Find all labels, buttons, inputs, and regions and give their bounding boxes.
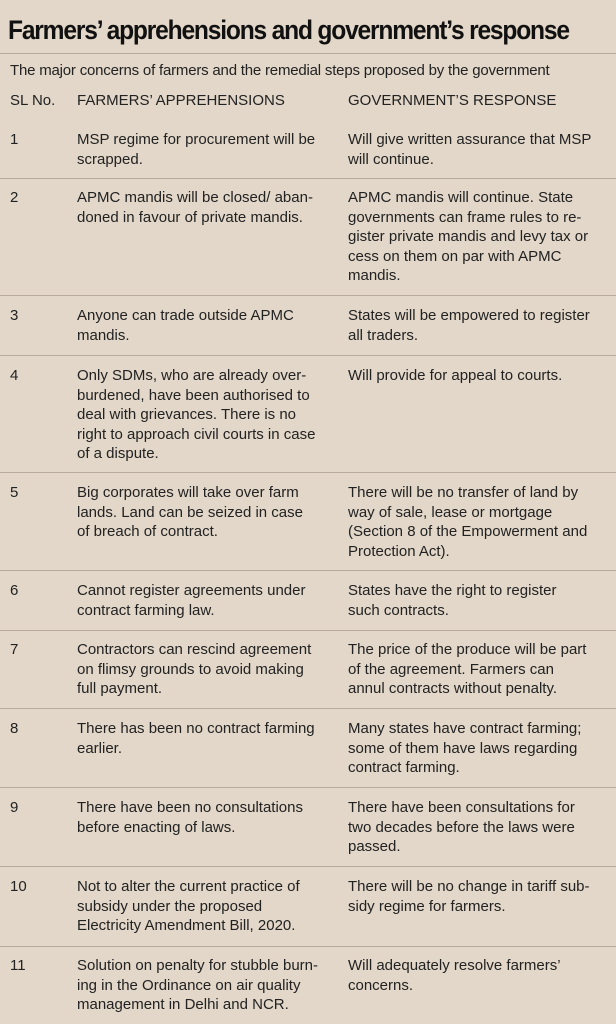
government-response-text: The price of the produce will be part of the agreement. Farmers can annul contracts without penalty. [348, 641, 587, 697]
government-response-text: Will adequately resolve farmers’ concerns. [348, 957, 561, 994]
farmers-apprehension-text: Big corporates will take over farm lands. Land can be seized in case of breach of contract. [77, 484, 303, 540]
farmers-apprehension-text: There has been no contract farming earlier. [77, 720, 315, 757]
farmers-apprehension-text: Solution on penalty for stubble burn- ing in the Ordinance on air quality management in Delhi and NCR. [77, 957, 318, 1013]
row-number: 4 [10, 367, 19, 384]
government-response-text: Will provide for appeal to courts. [348, 367, 563, 384]
row-number: 2 [10, 189, 19, 206]
row-divider [0, 708, 616, 709]
page-subtitle: The major concerns of farmers and the remedial steps proposed by the government [10, 62, 550, 79]
row-divider [0, 472, 616, 473]
row-number: 3 [10, 307, 19, 324]
government-response-text: Many states have contract farming; some of them have laws regarding contract farming. [348, 720, 582, 776]
government-response-text: Will give written assurance that MSP will continue. [348, 131, 592, 168]
row-divider [0, 787, 616, 788]
row-number: 1 [10, 131, 19, 148]
row-divider [0, 866, 616, 867]
farmers-apprehension-text: Only SDMs, who are already over- burdened, have been authorised to deal with grievances. There is no right to approach civil courts in case of a dispute. [77, 367, 316, 462]
farmers-apprehension-text: Not to alter the current practice of subsidy under the proposed Electricity Amendment Bill, 2020. [77, 878, 300, 934]
government-response-text: There will be no transfer of land by way of sale, lease or mortgage (Section 8 of the Empowerment and Protection Act). [348, 484, 588, 560]
government-response-text: States will be empowered to register all traders. [348, 307, 590, 344]
column-header-government-response: GOVERNMENT’S RESPONSE [348, 92, 557, 109]
farmers-apprehension-text: APMC mandis will be closed/ aban- doned in favour of private mandis. [77, 189, 313, 226]
row-divider [0, 946, 616, 947]
page-title: Farmers’ apprehensions and government’s response [8, 15, 569, 45]
row-number: 7 [10, 641, 19, 658]
column-header-sl-no: SL No. [10, 92, 56, 109]
government-response-text: There will be no change in tariff sub- sidy regime for farmers. [348, 878, 590, 915]
row-divider [0, 295, 616, 296]
government-response-text: States have the right to register such contracts. [348, 582, 557, 619]
farmers-apprehension-text: MSP regime for procurement will be scrapped. [77, 131, 316, 168]
row-number: 9 [10, 799, 19, 816]
government-response-text: APMC mandis will continue. State governments can frame rules to re- gister private mandis and levy tax or cess on them on par with APMC mandis. [348, 189, 589, 284]
government-response-text: There have been consultations for two decades before the laws were passed. [348, 799, 575, 855]
farmers-apprehension-text: Contractors can rescind agreement on flimsy grounds to avoid making full payment. [77, 641, 312, 697]
row-divider [0, 570, 616, 571]
row-number: 11 [10, 957, 26, 974]
row-divider [0, 355, 616, 356]
row-divider [0, 630, 616, 631]
row-number: 6 [10, 582, 19, 599]
farmers-apprehension-text: There have been no consultations before enacting of laws. [77, 799, 303, 836]
farmers-apprehension-text: Anyone can trade outside APMC mandis. [77, 307, 294, 344]
column-header-farmers-apprehensions: FARMERS’ APPREHENSIONS [77, 92, 285, 109]
row-number: 8 [10, 720, 19, 737]
row-divider [0, 178, 616, 179]
row-number: 10 [10, 878, 27, 895]
row-number: 5 [10, 484, 19, 501]
farmers-apprehension-text: Cannot register agreements under contract farming law. [77, 582, 306, 619]
title-divider [0, 53, 616, 54]
